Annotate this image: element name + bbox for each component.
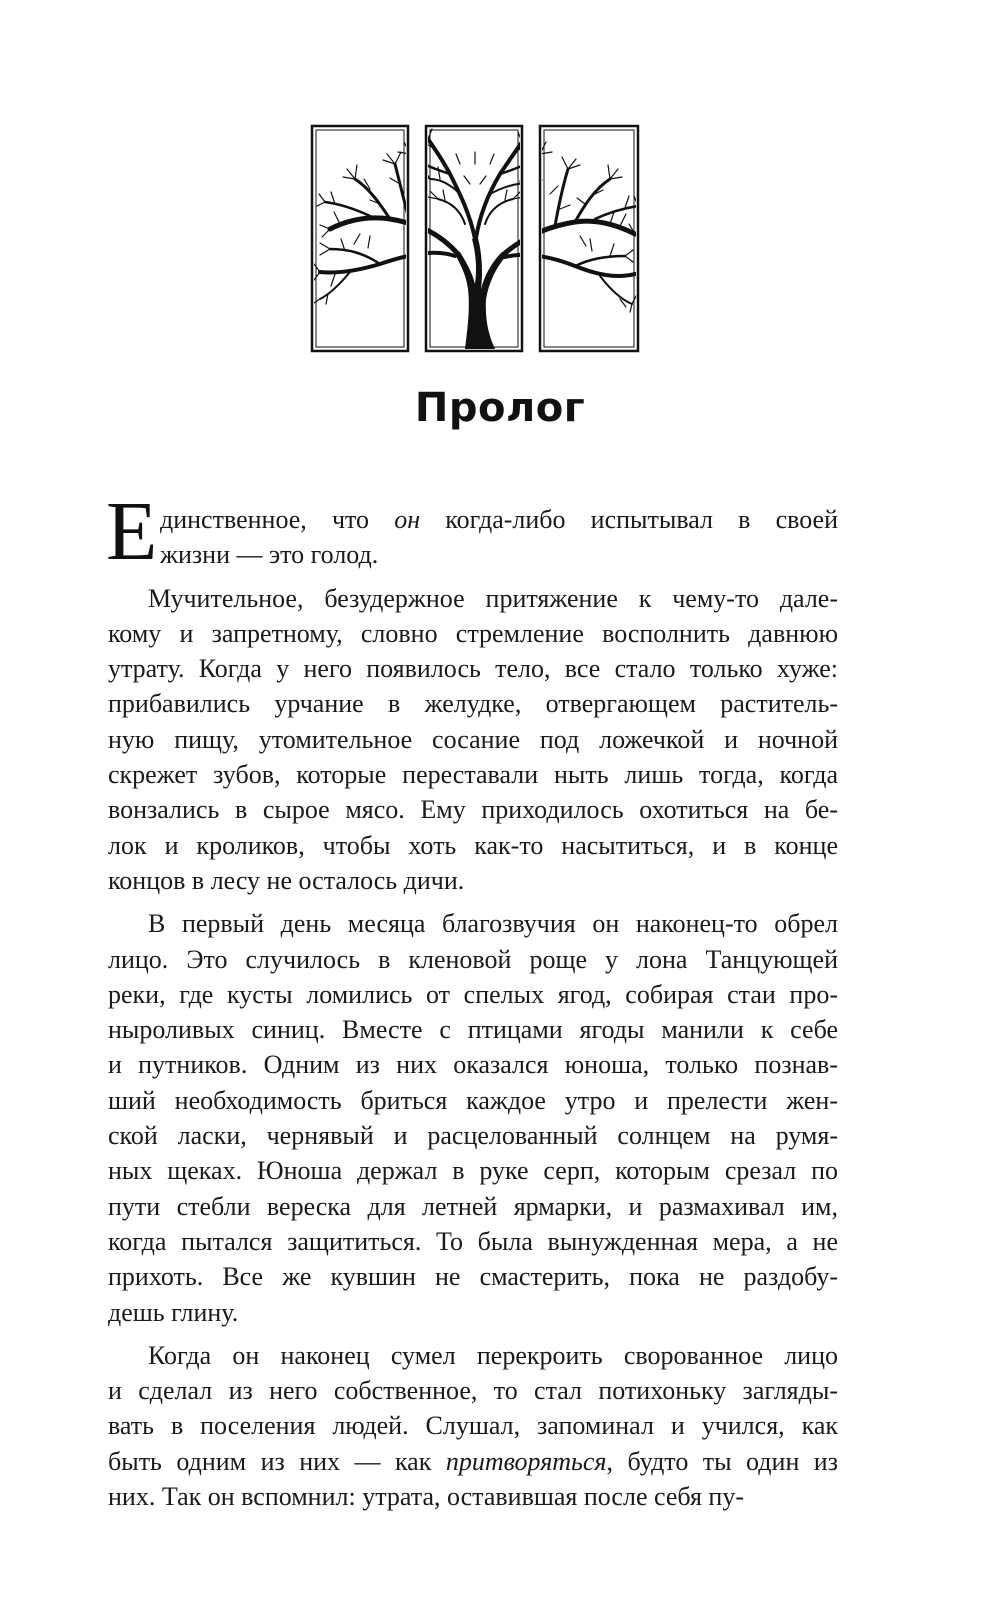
- text-line: [108, 1338, 838, 1373]
- text-segment: утрату. Когда у него появилось тело, все стало только хуже:: [108, 654, 838, 684]
- text-line: [108, 1295, 838, 1330]
- text-line: [108, 1083, 838, 1118]
- text-line: [108, 537, 838, 572]
- text-line: [108, 1373, 838, 1408]
- text-line: [108, 863, 838, 898]
- text-segment: динственное, что: [160, 505, 395, 534]
- text-segment: лицо. Это случилось в кленовой роще у лона Танцующей: [108, 944, 838, 974]
- text-segment: кому и запретному, словно стремление восполнить давнюю: [108, 618, 838, 648]
- text-line: [108, 1012, 838, 1047]
- text-segment: жизни — это голод.: [160, 540, 379, 570]
- text-segment: прибавились урчание в желудке, отвергающем раститель-: [108, 689, 838, 719]
- text-line: [108, 1224, 838, 1259]
- text-line: [108, 1408, 838, 1443]
- text-segment: когда-либо испытывал в своей: [420, 505, 838, 534]
- text-segment: когда пытался защититься. То была вынужденная мера, а не: [108, 1226, 838, 1256]
- text-line: [108, 581, 838, 616]
- text-segment: скрежет зубов, которые переставали ныть лишь тогда, когда: [108, 760, 838, 790]
- triptych-tree-icon: [310, 124, 641, 353]
- text-segment: и путников. Одним из них оказался юноша, только познав-: [108, 1050, 838, 1080]
- text-segment: вонзались в сырое мясо. Ему приходилось охотиться на бе-: [108, 795, 838, 825]
- text-segment: , будто ты один из: [606, 1446, 838, 1476]
- italic-text: притворяться: [445, 1446, 607, 1476]
- text-line: [108, 828, 838, 863]
- text-line: [108, 1479, 838, 1514]
- text-line: [108, 1444, 838, 1479]
- text-segment: пути стебли вереска для летней ярмарки, и размахивал им,: [108, 1191, 838, 1221]
- text-line: [108, 502, 838, 537]
- text-segment: В первый день месяца благозвучия он наконец-то обрел: [148, 909, 838, 939]
- text-segment: Мучительное, безудержное притяжение к чему-то дале-: [148, 583, 838, 613]
- text-segment: ской ласки, чернявый и расцелованный солнцем на румя-: [108, 1121, 838, 1151]
- text-line: [108, 1118, 838, 1153]
- italic-text: он: [394, 505, 421, 534]
- text-segment: ший необходимость бриться каждое утро и прелести жен-: [108, 1085, 838, 1115]
- text-line: [108, 906, 838, 941]
- text-segment: ныроливых синиц. Вместе с птицами ягоды манили к себе: [108, 1015, 838, 1045]
- text-line: [108, 1047, 838, 1082]
- text-segment: дешь глину.: [108, 1297, 239, 1327]
- paragraph: [108, 581, 838, 899]
- paragraph: [108, 1338, 838, 1514]
- text-segment: лок и кроликов, чтобы хоть как-то насытиться, и в конце: [108, 830, 838, 860]
- text-segment: концов в лесу не осталось дичи.: [108, 865, 465, 895]
- text-segment: ных щеках. Юноша держал в руке серп, которым срезал по: [108, 1156, 838, 1186]
- text-line: [108, 722, 838, 757]
- text-segment: них. Так он вспомнил: утрата, оставившая после себя пу-: [108, 1482, 744, 1512]
- text-segment: ную пищу, утомительное сосание под ложечкой и ночной: [108, 724, 838, 754]
- text-line: [108, 792, 838, 827]
- text-segment: вать в поселения людей. Слушал, запоминал и учился, как: [108, 1411, 838, 1441]
- text-line: [108, 686, 838, 721]
- text-line: [108, 651, 838, 686]
- text-segment: и сделал из него собственное, то стал потихоньку загляды-: [108, 1376, 838, 1406]
- text-line: [108, 942, 838, 977]
- paragraph: [108, 906, 838, 1330]
- text-segment: Когда он наконец сумел перекроить своровaнное лицо: [148, 1340, 838, 1370]
- text-line: [108, 1189, 838, 1224]
- chapter-title: Пролог: [414, 385, 586, 431]
- text-line: [108, 977, 838, 1012]
- text-line: [108, 757, 838, 792]
- text-segment: реки, где кусты ломились от спелых ягод, собирая стаи про-: [108, 979, 838, 1009]
- drop-cap: Е: [106, 485, 158, 578]
- text-segment: быть одним из них — как: [108, 1446, 446, 1476]
- text-line: [108, 1153, 838, 1188]
- text-segment: прихоть. Все же кувшин не смастерить, пока не раздобу-: [108, 1262, 838, 1292]
- text-line: [108, 1259, 838, 1294]
- chapter-body: [106, 485, 838, 1514]
- text-line: [108, 616, 838, 651]
- paragraph: [106, 485, 838, 578]
